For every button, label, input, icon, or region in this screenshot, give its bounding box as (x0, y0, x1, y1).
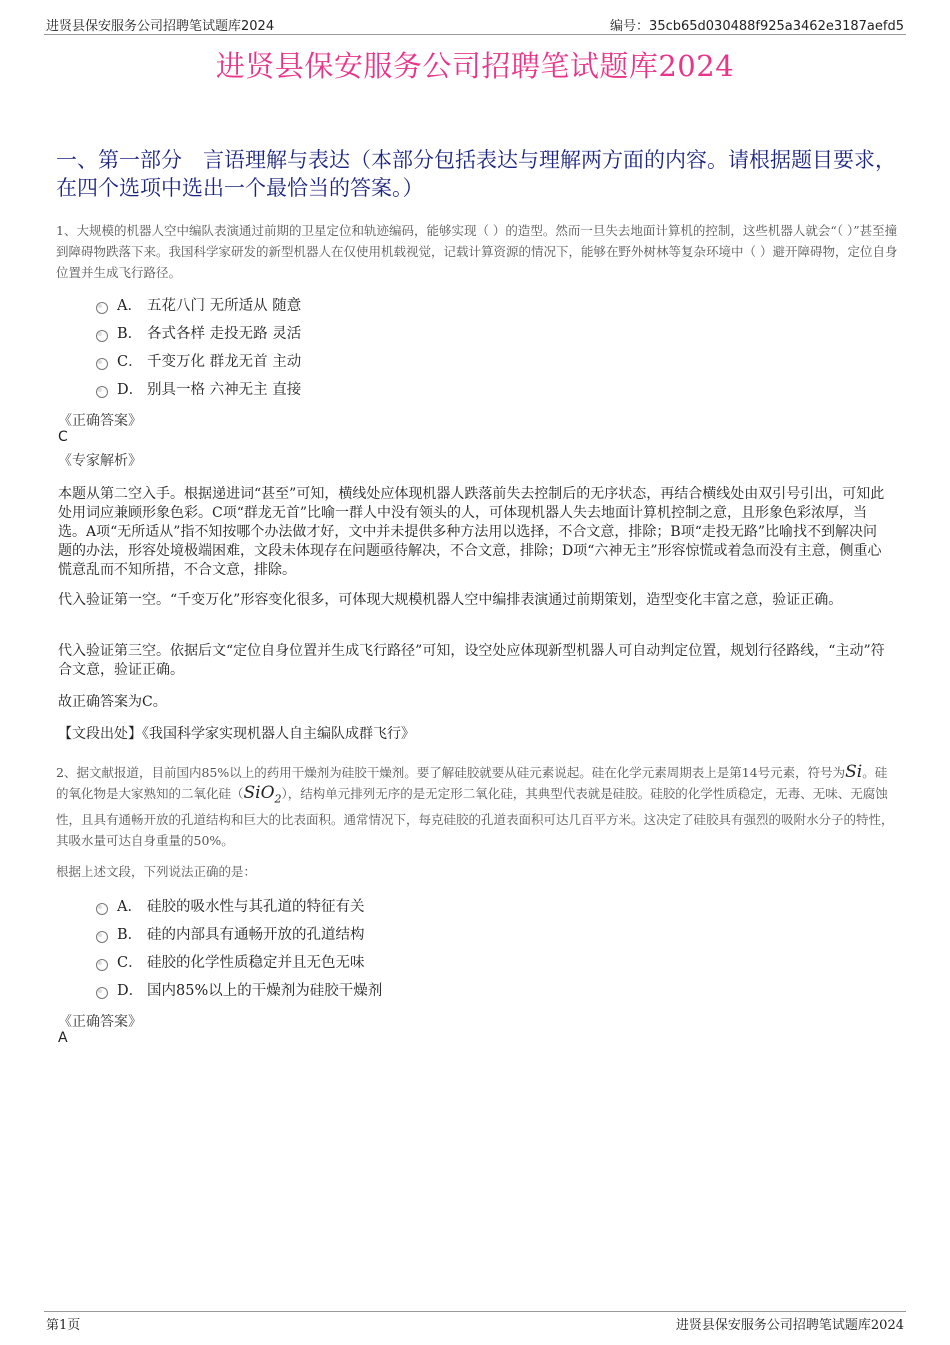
radio-icon[interactable] (96, 330, 108, 342)
header-doc-id: 编号：35cb65d030488f925a3462e3187aefd5 (610, 19, 904, 34)
radio-icon[interactable] (96, 358, 108, 370)
radio-icon[interactable] (96, 386, 108, 398)
radio-icon[interactable] (96, 931, 108, 943)
answer-label: 《正确答案》 (58, 413, 142, 429)
analysis-label: 《专家解析》 (58, 453, 142, 469)
footer-doc-name: 进贤县保安服务公司招聘笔试题库2024 (675, 1318, 904, 1333)
radio-icon[interactable] (96, 987, 108, 999)
source-citation: 【文段出处】《我国科学家实现机器人自主编队成群飞行》 (58, 726, 415, 742)
section-heading: 一、第一部分 言语理解与表达（本部分包括表达与理解两方面的内容。请根据题目要求，在四个选项中选出一个最恰当的答案。） (56, 148, 896, 200)
question-2-prompt: 根据上述文段，下列说法正确的是： (56, 864, 257, 879)
header-doc-name: 进贤县保安服务公司招聘笔试题库2024 (46, 19, 275, 34)
option-c[interactable]: C． 硅胶的化学性质稳定并且无色无味 (96, 949, 382, 977)
option-c[interactable]: C． 千变万化 群龙无首 主动 (96, 348, 301, 376)
option-b[interactable]: B． 各式各样 走投无路 灵活 (96, 320, 301, 348)
formula-sio2: SiO$_2$ (243, 783, 282, 806)
analysis-paragraph: 代入验证第一空。“千变万化”形容变化很多，可体现大规模机器人空中编排表演通过前期策划，造型变化丰富之意，验证正确。 (58, 592, 843, 608)
option-b[interactable]: B． 硅的内部具有通畅开放的孔道结构 (96, 921, 382, 949)
question-1-options (96, 292, 301, 404)
option-a[interactable]: A． 五花八门 无所适从 随意 (96, 292, 301, 320)
page-footer (44, 1311, 906, 1333)
answer-label: 《正确答案》 (58, 1014, 142, 1030)
answer-value: A (58, 1030, 68, 1046)
option-d[interactable]: D． 国内85%以上的干燥剂为硅胶干燥剂 (96, 977, 382, 1005)
page-header (44, 14, 906, 35)
question-2-stem: 2、据文献报道，目前国内85%以上的药用干燥剂为硅胶干燥剂。要了解硅胶就要从硅元素说起。硅在化学元素周期表上是第14号元素，符号为Si。硅的氧化物是大家熟知的二氧化硅（SiO$_2$），结构单元排列无序的是无定形二氧化硅，其典型代表就是硅胶。硅胶的化学性质稳定，无毒、无味、无腐蚀性，且具有通畅开放的孔道结构和巨大的比表面积。通常情况下，每克硅胶的孔道表面积可达几百平方米。这决定了硅胶具有强烈的吸附水分子的特性，其吸水量可达自身重量的50%。 (56, 762, 894, 849)
radio-icon[interactable] (96, 302, 108, 314)
question-2-options (96, 893, 382, 1005)
analysis-paragraph: 代入验证第三空。依据后文“定位自身位置并生成飞行路径”可知，设空处应体现新型机器人可自动判定位置，规划行径路线，“主动”符合文意，验证正确。 (58, 643, 885, 678)
question-1-stem: 1、大规模的机器人空中编队表演通过前期的卫星定位和轨迹编码，能够实现（ ）的造型。然而一旦失去地面计算机的控制，这些机器人就会“（ ）”甚至撞到障碍物跌落下来。我国科学家研发的新型机器人在仅使用机载视觉，记载计算资源的情况下，能够在野外树林等复杂环境中（ ）避开障碍物，定位自身位置并生成飞行路径。 (56, 223, 898, 280)
analysis-conclusion: 故正确答案为C。 (58, 694, 167, 710)
option-a[interactable]: A． 硅胶的吸水性与其孔道的特征有关 (96, 893, 382, 921)
radio-icon[interactable] (96, 903, 108, 915)
option-d[interactable]: D． 别具一格 六神无主 直接 (96, 376, 301, 404)
document-title: 进贤县保安服务公司招聘笔试题库2024 (215, 49, 735, 83)
answer-value: C (58, 429, 68, 445)
radio-icon[interactable] (96, 959, 108, 971)
formula-si: Si (845, 762, 863, 782)
analysis-paragraph: 本题从第二空入手。根据递进词“甚至”可知，横线处应体现机器人跌落前失去控制后的无序状态，再结合横线处由双引号引出，可知此处用词应兼顾形象色彩。C项“群龙无首”比喻一群人中没有领头的人，可体现机器人失去地面计算机控制之意，且形象色彩浓厚，当选。A项“无所适从”指不知按哪个办法做才好，文中并未提供多种方法用以选择，不合文意，排除；B项“走投无路”比喻找不到解决问题的办法，形容处境极端困难，文段未体现存在问题亟待解决，不合文意，排除；D项“六神无主”形容惊慌或着急而没有主意，侧重心慌意乱而不知所措，不合文意，排除。 (58, 486, 885, 578)
page-number: 第1页 (46, 1318, 81, 1333)
